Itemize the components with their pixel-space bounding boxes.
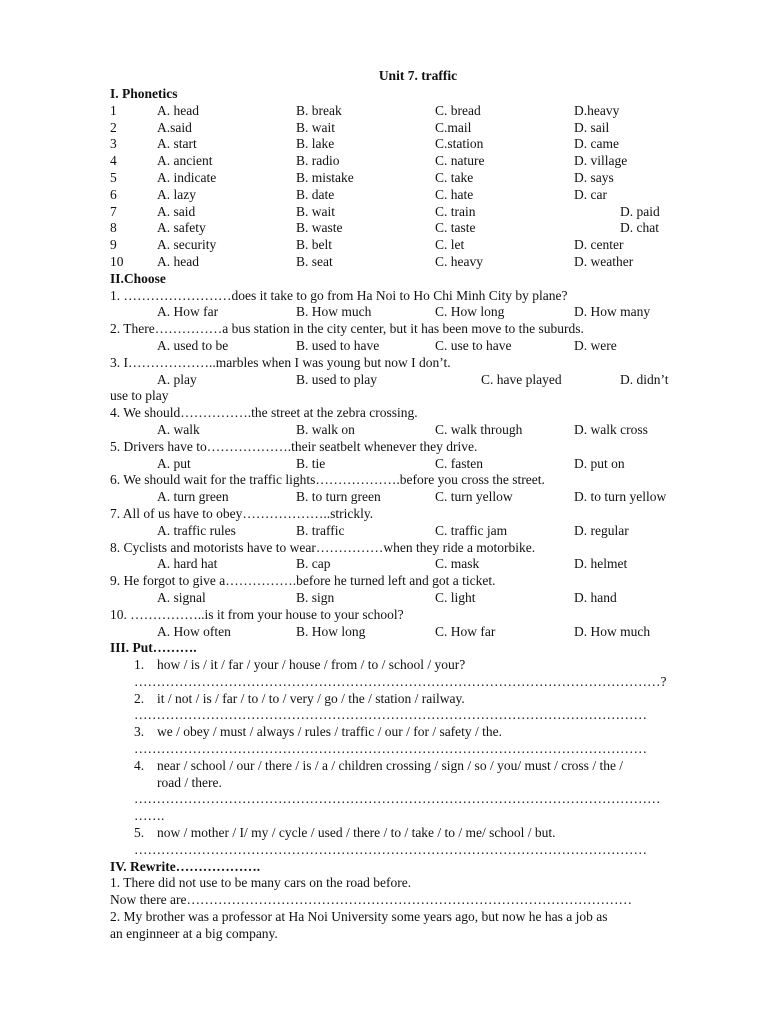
option-c[interactable]: C. mask (435, 556, 480, 572)
option-a[interactable]: A. said (157, 203, 196, 219)
jumbled-words: how / is / it / far / your / house / from / to / school / your? (157, 657, 466, 673)
option-d[interactable]: D. didn’t (620, 371, 669, 387)
answer-options (110, 456, 700, 473)
choose-list (110, 288, 700, 641)
option-a[interactable]: A. hard hat (157, 556, 218, 572)
option-c[interactable]: C. hate (435, 186, 474, 202)
item-number: 1 (110, 102, 117, 118)
option-b[interactable]: B. to turn green (296, 489, 381, 505)
question-text: 9. He forgot to give a…………….before he turned left and got a ticket. (110, 573, 496, 589)
put-item (110, 691, 700, 708)
answer-dots: …………………………………………………………………………………………………… (134, 741, 647, 757)
option-c[interactable]: C. light (435, 589, 476, 605)
item-number: 10 (110, 253, 124, 269)
question-text: 6. We should wait for the traffic lights……………….before you cross the street. (110, 472, 545, 488)
item-number: 5. (134, 825, 145, 841)
phonetics-row (110, 204, 700, 221)
option-b[interactable]: B. wait (296, 119, 335, 135)
answer-options (110, 422, 700, 439)
option-wrap-text: use to play (110, 388, 169, 404)
option-b[interactable]: B. used to have (296, 337, 380, 353)
option-c[interactable]: C. train (435, 203, 476, 219)
section-heading-rewrite: IV. Rewrite………………. (110, 858, 261, 874)
option-d[interactable]: D. says (574, 169, 614, 185)
option-b[interactable]: B. used to play (296, 371, 377, 387)
answer-dotted-line[interactable] (110, 741, 700, 758)
item-number: 4. (134, 757, 145, 773)
option-d[interactable]: D. center (574, 237, 624, 253)
put-item-cont (110, 775, 700, 792)
put-list (110, 657, 700, 859)
item-number: 9 (110, 237, 117, 253)
question-text: 7. All of us have to obey………………..strickly. (110, 505, 374, 521)
option-c[interactable]: C. How long (435, 304, 505, 320)
option-c[interactable]: C. heavy (435, 253, 483, 269)
question-text: 3. I………………..marbles when I was young but now I don’t. (110, 354, 451, 370)
answer-dotted-line[interactable] (110, 791, 700, 808)
option-c[interactable]: C.mail (435, 119, 472, 135)
answer-options (110, 523, 700, 540)
option-c[interactable]: C. use to have (435, 337, 512, 353)
jumbled-words-cont: road / there. (157, 774, 222, 790)
option-a[interactable]: A. indicate (157, 169, 217, 185)
option-a[interactable]: A. ancient (157, 153, 213, 169)
option-b[interactable]: B. sign (296, 589, 335, 605)
answer-options (110, 372, 700, 389)
answer-dots: …………………………………………………………………………………………………… (134, 841, 647, 857)
phonetics-row (110, 153, 700, 170)
item-number: 2. (134, 690, 145, 706)
answer-dotted-line-cont[interactable] (110, 808, 700, 825)
option-a[interactable]: A. traffic rules (157, 522, 236, 538)
phonetics-row (110, 254, 700, 271)
jumbled-words: near / school / our / there / is / a / children crossing / sign / so / you/ must / cross / the / (157, 757, 624, 773)
answer-options (110, 624, 700, 641)
option-c[interactable]: C. walk through (435, 421, 523, 437)
option-d[interactable]: D. came (574, 136, 619, 152)
item-number: 3 (110, 136, 117, 152)
option-b[interactable]: B. How much (296, 304, 372, 320)
option-b[interactable]: B. cap (296, 556, 331, 572)
answer-dotted-line[interactable] (110, 842, 700, 859)
option-c[interactable]: C. taste (435, 220, 476, 236)
section-heading-choose: II.Choose (110, 270, 166, 286)
option-a[interactable]: A. How far (157, 304, 219, 320)
answer-dots: ………………………………………………………………………………………………………? (134, 673, 667, 689)
option-a[interactable]: A. security (157, 237, 217, 253)
option-d[interactable]: D. chat (620, 220, 659, 236)
option-c[interactable]: C. traffic jam (435, 522, 508, 538)
option-b[interactable]: B. belt (296, 237, 332, 253)
section-heading-phonetics: I. Phonetics (110, 86, 178, 101)
option-d[interactable]: D. put on (574, 455, 625, 471)
option-c[interactable]: C. How far (435, 623, 496, 639)
option-c[interactable]: C. take (435, 169, 474, 185)
option-a[interactable]: A. turn green (157, 489, 229, 505)
answer-dots: ……. (134, 808, 165, 824)
section-heading-put: III. Put………. (110, 640, 197, 656)
question-text: 1. ……………………does it take to go from Ha Noi to Ho Chi Minh City by plane? (110, 287, 568, 303)
answer-dotted-line[interactable] (110, 707, 700, 724)
option-a[interactable]: A. play (157, 371, 197, 387)
option-a[interactable]: A. put (157, 455, 191, 471)
option-d[interactable]: D. to turn yellow (574, 489, 667, 505)
option-d[interactable]: D. regular (574, 522, 629, 538)
answer-dots: ……………………………………………………………………………………………………… (134, 791, 661, 807)
option-b[interactable]: B. radio (296, 153, 340, 169)
item-number: 4 (110, 153, 117, 169)
page-title: Unit 7. traffic (378, 68, 458, 83)
option-d[interactable]: D. were (574, 337, 617, 353)
option-d[interactable]: D. sail (574, 119, 610, 135)
phonetics-row (110, 220, 700, 237)
option-b[interactable]: B. waste (296, 220, 343, 236)
option-c[interactable]: C. nature (435, 153, 485, 169)
option-d[interactable]: D. How much (574, 623, 651, 639)
option-d[interactable]: D.heavy (574, 102, 620, 118)
question-text: 4. We should…………….the street at the zebra crossing. (110, 405, 418, 421)
option-a[interactable]: A. lazy (157, 186, 196, 202)
answer-options (110, 338, 700, 355)
option-d[interactable]: D. walk cross (574, 421, 648, 437)
option-d[interactable]: D. How many (574, 304, 651, 320)
option-a[interactable]: A.said (157, 119, 192, 135)
phonetics-row (110, 237, 700, 254)
worksheet (110, 66, 700, 943)
jumbled-words: now / mother / I/ my / cycle / used / there / to / take / to / me/ school / but. (157, 825, 556, 841)
option-c[interactable]: C.station (435, 136, 484, 152)
question-text: 10. ……………..is it from your house to your school? (110, 606, 404, 622)
item-number: 7 (110, 203, 117, 219)
option-a[interactable]: A. walk (157, 421, 200, 437)
item-number: 2 (110, 119, 117, 135)
option-d[interactable]: D. car (574, 186, 607, 202)
question-text: 5. Drivers have to……………….their seatbelt whenever they drive. (110, 438, 478, 454)
phonetics-list (110, 103, 700, 271)
option-d[interactable]: D. paid (620, 203, 660, 219)
option-a[interactable]: A. head (157, 253, 199, 269)
phonetics-row (110, 170, 700, 187)
option-a[interactable]: A. used to be (157, 337, 229, 353)
item-number: 6 (110, 186, 117, 202)
option-b[interactable]: B. date (296, 186, 335, 202)
question-text: 2. There……………a bus station in the city center, but it has been move to the suburds. (110, 321, 584, 337)
jumbled-words: we / obey / must / always / rules / traffic / our / for / safety / the. (157, 724, 503, 740)
option-d[interactable]: D. helmet (574, 556, 628, 572)
jumbled-words: it / not / is / far / to / to / very / go / the / station / railway. (157, 690, 465, 706)
option-d[interactable]: D. village (574, 153, 628, 169)
item-number: 5 (110, 169, 117, 185)
option-b[interactable]: B. seat (296, 253, 333, 269)
option-a[interactable]: A. safety (157, 220, 206, 236)
phonetics-row (110, 120, 700, 137)
phonetics-row (110, 136, 700, 153)
answer-options (110, 556, 700, 573)
answer-dotted-line[interactable] (110, 674, 700, 691)
put-item (110, 825, 700, 842)
item-number: 1. (134, 657, 145, 673)
option-b[interactable]: B. mistake (296, 169, 354, 185)
option-a[interactable]: A. signal (157, 589, 206, 605)
option-c[interactable]: C. fasten (435, 455, 483, 471)
rewrite-sentence-1: 1. There did not use to be many cars on the road before. (110, 875, 412, 891)
option-c[interactable]: C. let (435, 237, 465, 253)
option-b[interactable]: B. How long (296, 623, 366, 639)
item-number: 8 (110, 220, 117, 236)
answer-options (110, 489, 700, 506)
option-b[interactable]: B. walk on (296, 421, 355, 437)
option-b[interactable]: B. lake (296, 136, 335, 152)
option-c[interactable]: C. have played (481, 371, 562, 387)
option-a[interactable]: A. start (157, 136, 197, 152)
put-item (110, 724, 700, 741)
option-b[interactable]: B. break (296, 102, 342, 118)
option-a[interactable]: A. head (157, 102, 199, 118)
answer-dots: …………………………………………………………………………………………………… (134, 707, 647, 723)
option-c[interactable]: C. bread (435, 102, 481, 118)
item-number: 3. (134, 724, 145, 740)
option-b[interactable]: B. traffic (296, 522, 345, 538)
put-item (110, 657, 700, 674)
option-a[interactable]: A. How often (157, 623, 231, 639)
rewrite-sentence-2-cont: an enginneer at a big company. (110, 925, 278, 941)
option-c[interactable]: C. turn yellow (435, 489, 513, 505)
option-d[interactable]: D. weather (574, 253, 634, 269)
phonetics-row (110, 103, 700, 120)
option-b[interactable]: B. tie (296, 455, 326, 471)
question-text: 8. Cyclists and motorists have to wear……………when they ride a motorbike. (110, 539, 536, 555)
rewrite-sentence-2: 2. My brother was a professor at Ha Noi University some years ago, but now he has a job as (110, 909, 608, 925)
rewrite-answer-line-1[interactable]: Now there are……………………………………………………………………………………… (110, 892, 632, 908)
put-item (110, 758, 700, 775)
answer-options (110, 590, 700, 607)
answer-options (110, 304, 700, 321)
option-b[interactable]: B. wait (296, 203, 335, 219)
option-d[interactable]: D. hand (574, 589, 617, 605)
phonetics-row (110, 187, 700, 204)
